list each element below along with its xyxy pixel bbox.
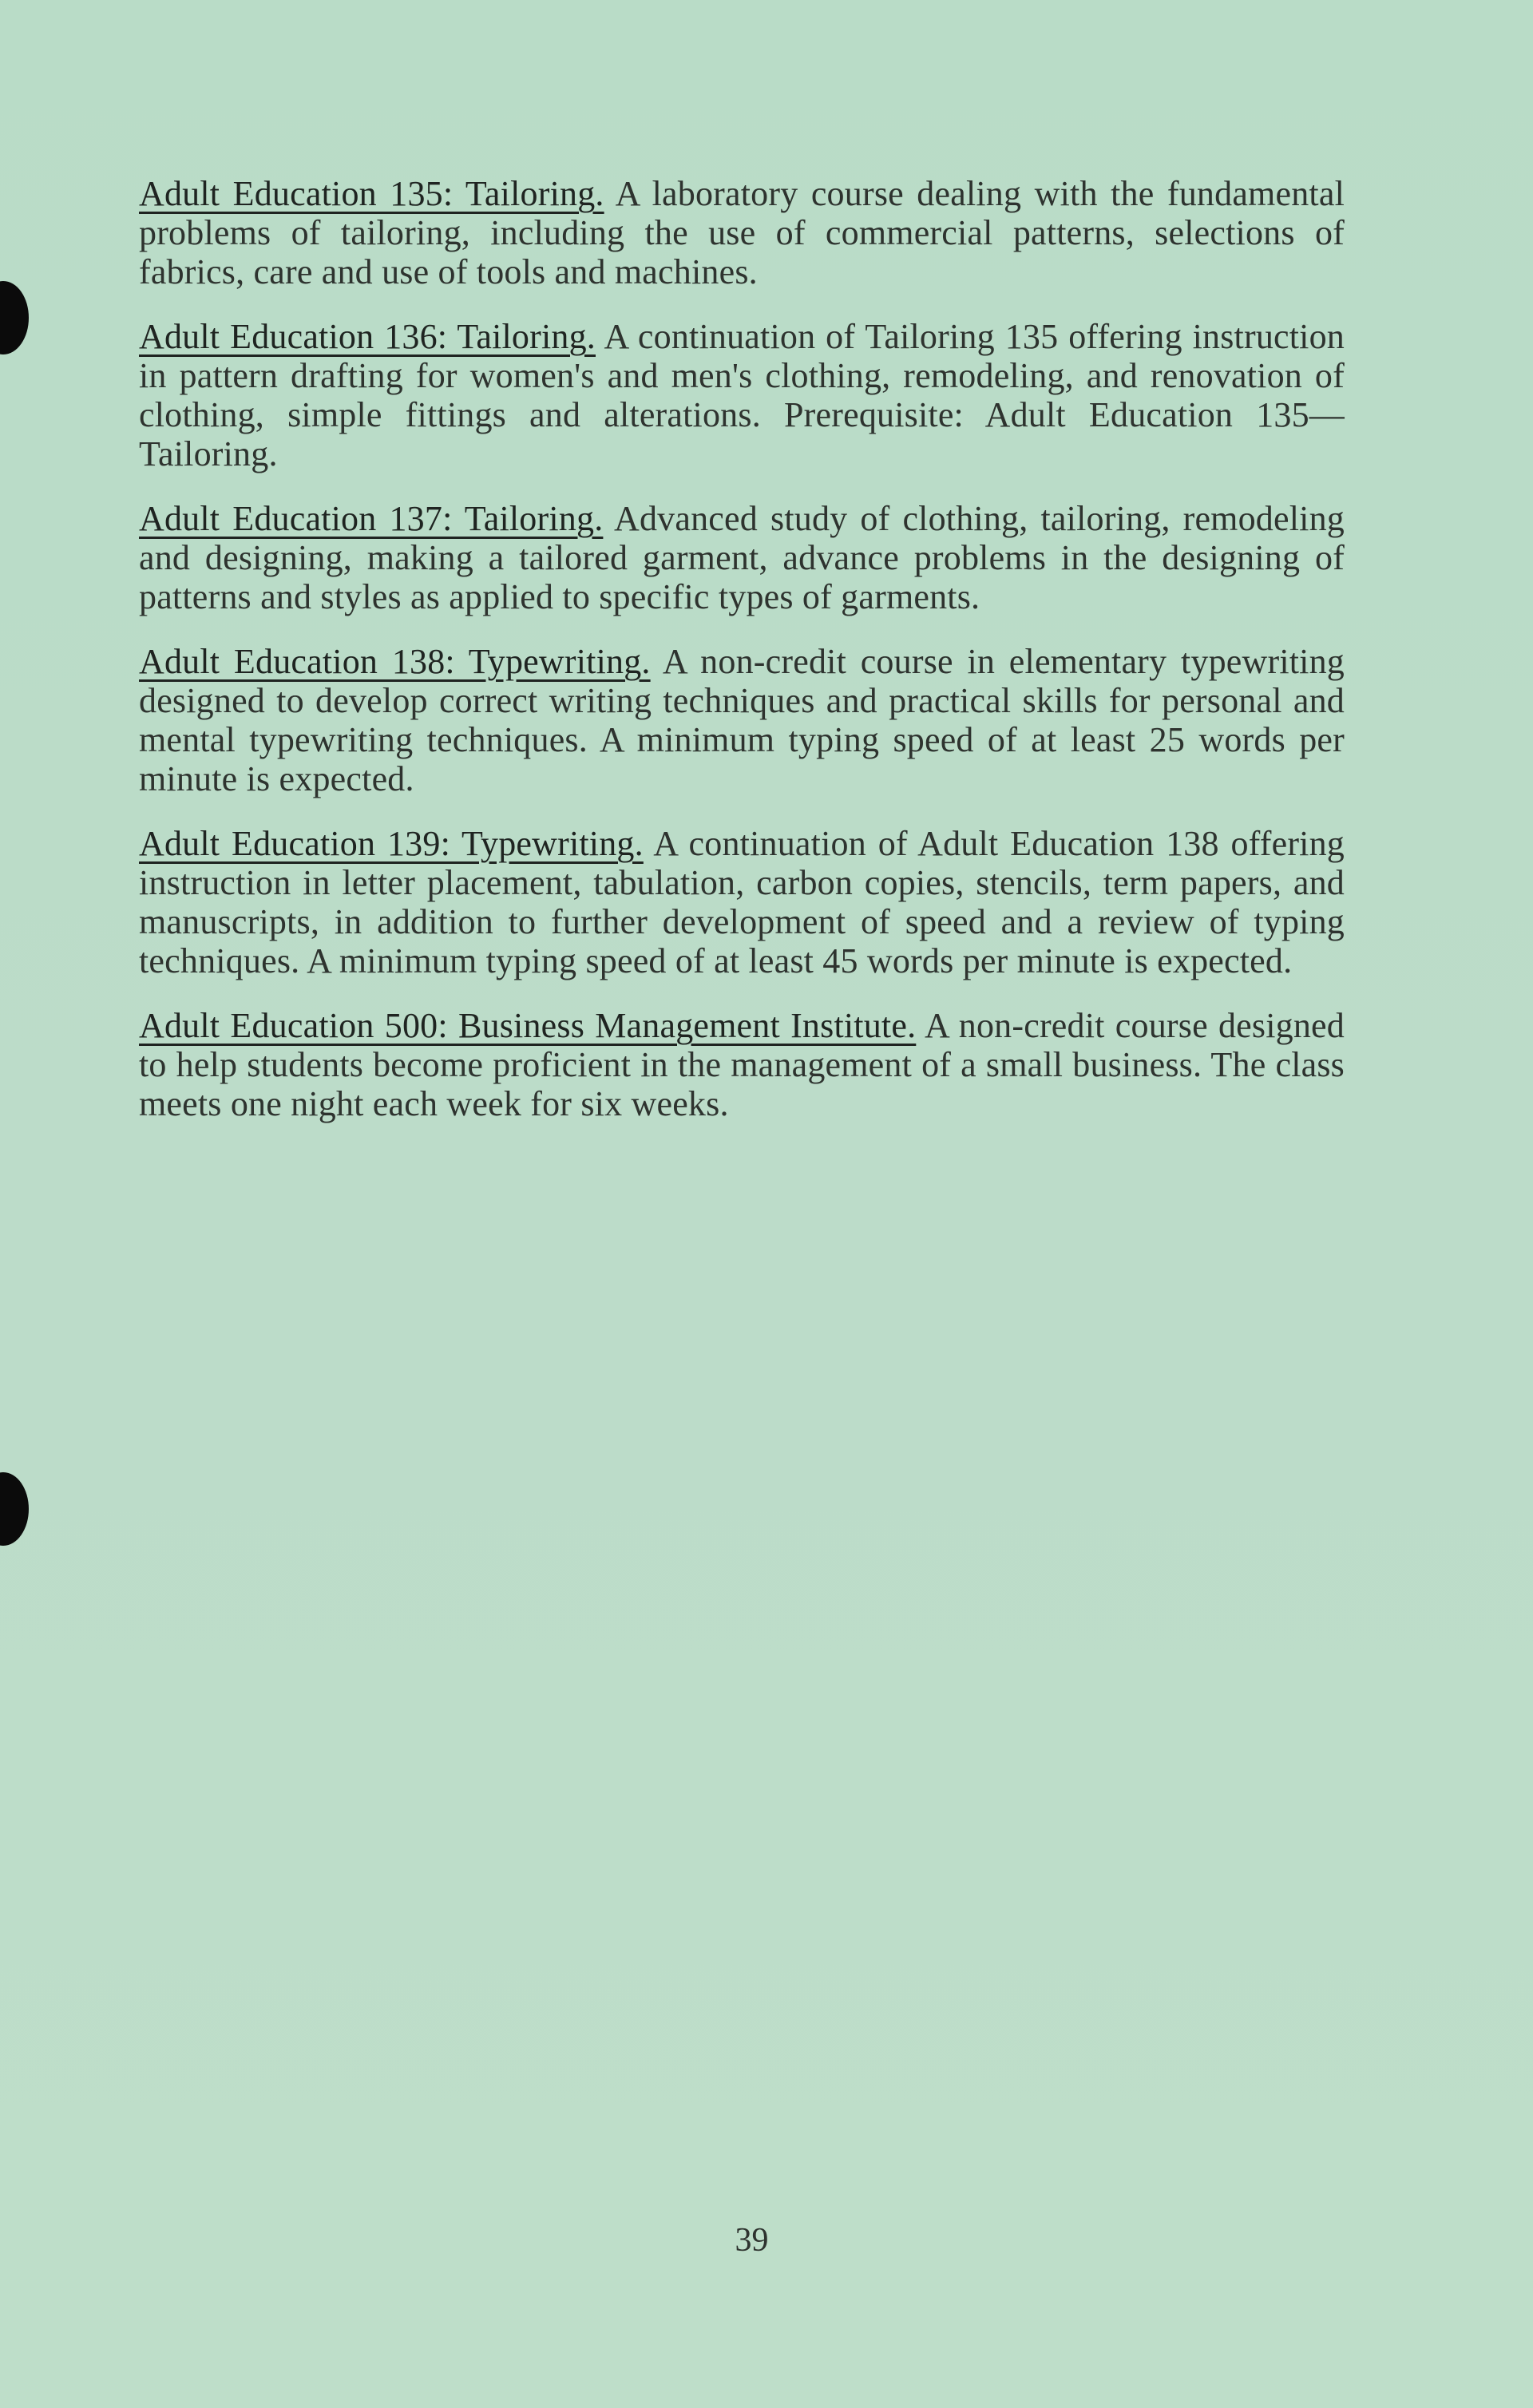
course-entry-137 [139,499,1345,616]
course-entry-500 [139,1006,1345,1123]
course-entry-136 [139,317,1345,473]
course-heading: Adult Education 139: Typewriting. [139,824,644,863]
course-list [139,174,1345,1149]
course-heading: Adult Education 136: Tailoring. [139,317,596,356]
course-description: A continuation of Adult Education 138 offering instruction in letter placement, tabulation, carbon copies, stencils, term papers, and manuscripts, in addition to further development of speed and a review of typing techniques. A minimum typing speed of at least 45 words per minute is expected. [139,824,1345,980]
course-heading: Adult Education 137: Tailoring. [139,499,604,538]
course-heading: Adult Education 138: Typewriting. [139,642,651,681]
page-number: 39 [735,2222,769,2259]
binder-hole-top [0,281,29,354]
course-heading: Adult Education 135: Tailoring. [139,174,604,213]
course-description: A non-credit course designed to help students become proficient in the management of a small business. The class meets one night each week for six weeks. [139,1006,1345,1123]
course-heading: Adult Education 500: Business Management Institute. [139,1006,917,1045]
course-description: A laboratory course dealing with the fundamental problems of tailoring, including the use of commercial patterns, selections of fabrics, care and use of tools and machines. [139,174,1345,291]
binder-hole-bottom [0,1472,29,1546]
course-entry-139 [139,824,1345,980]
course-entry-135 [139,174,1345,291]
course-description: Advanced study of clothing, tailoring, remodeling and designing, making a tailored garment, advance problems in the designing of patterns and styles as applied to specific types of garments. [139,499,1345,616]
course-entry-138 [139,642,1345,798]
course-description: A continuation of Tailoring 135 offering instruction in pattern drafting for women's and men's clothing, remodeling, and renovation of clothing, simple fittings and alterations. Prerequisite: Adult Education 135—Tailoring. [139,317,1345,473]
course-description: A non-credit course in elementary typewriting designed to develop correct writing techniques and practical skills for personal and mental typewriting techniques. A minimum typing speed of at least 25 words per minute is expected. [139,642,1345,798]
